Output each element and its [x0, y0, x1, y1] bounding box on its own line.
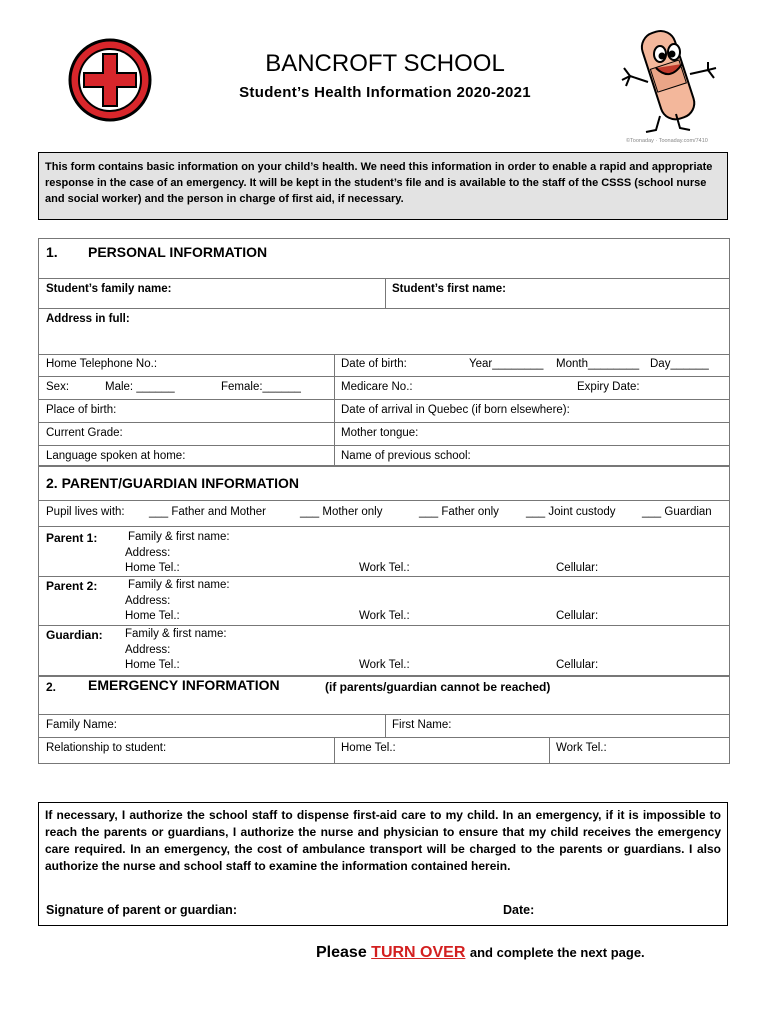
emergency-work-tel-field[interactable]: Work Tel.: [556, 742, 607, 754]
parent1-address-field[interactable]: Address: [125, 547, 171, 559]
turn-over-text: TURN OVER [371, 944, 466, 961]
page-title: BANCROFT SCHOOL [265, 50, 505, 77]
mother-tongue-field[interactable]: Mother tongue: [341, 427, 419, 439]
lives-with-label: Pupil lives with: [46, 506, 125, 518]
lives-with-guardian-option[interactable]: ___ Guardian [642, 506, 712, 518]
guardian-cellular-field[interactable]: Cellular: [556, 659, 599, 671]
language-home-field[interactable]: Language spoken at home: [46, 450, 186, 462]
emergency-first-name-field[interactable]: First Name: [392, 719, 452, 731]
turn-over-note [316, 944, 645, 962]
parent1-label: Parent 1: [46, 531, 98, 545]
parent1-home-tel-field[interactable]: Home Tel.: [125, 562, 180, 574]
home-phone-field[interactable]: Home Telephone No.: [46, 358, 158, 370]
emergency-home-tel-field[interactable]: Home Tel.: [341, 742, 396, 754]
lives-with-mother-option[interactable]: ___ Mother only [300, 506, 383, 518]
guardian-work-tel-field[interactable]: Work Tel.: [359, 659, 410, 671]
parent2-cellular-field[interactable]: Cellular: [556, 610, 599, 622]
guardian-address-field[interactable]: Address: [125, 644, 171, 656]
previous-school-field[interactable]: Name of previous school: [341, 450, 471, 462]
medicare-field[interactable]: Medicare No.: [341, 381, 413, 393]
emergency-family-name-field[interactable]: Family Name: [46, 719, 117, 731]
section1-title: PERSONAL INFORMATION [88, 244, 268, 260]
guardian-home-tel-field[interactable]: Home Tel.: [125, 659, 180, 671]
parent1-work-tel-field[interactable]: Work Tel.: [359, 562, 410, 574]
bandage-mascot [616, 20, 722, 138]
notice-box: This form contains basic information on your child’s health. We need this information in order to enable a rapid and appropriate response in the case of an emergency. It will be kept in the student’s file and is available to the staff of the CSSS (school nurse and social worker) and the person in charge of first aid, if necessary. [38, 152, 728, 220]
guardian-name-field[interactable]: Family & first name: [125, 628, 227, 640]
parent2-home-tel-field[interactable]: Home Tel.: [125, 610, 180, 622]
family-name-field[interactable]: Student’s family name: [46, 283, 172, 295]
parent2-label: Parent 2: [46, 579, 98, 593]
current-grade-field[interactable]: Current Grade: [46, 427, 123, 439]
relationship-field[interactable]: Relationship to student: [46, 742, 167, 754]
dob-label: Date of birth: [341, 358, 407, 370]
guardian-label: Guardian: [46, 628, 103, 642]
signature-field[interactable]: Signature of parent or guardian: [46, 903, 237, 917]
section3-number: 2. [46, 680, 57, 694]
dob-month-field[interactable]: Month________ [556, 358, 640, 370]
lives-with-joint-option[interactable]: ___ Joint custody [526, 506, 616, 518]
date-arrival-field[interactable]: Date of arrival in Quebec (if born elsewhere): [341, 404, 570, 416]
dob-day-field[interactable]: Day______ [650, 358, 709, 370]
address-field[interactable]: Address in full: [46, 313, 130, 325]
section3-title: EMERGENCY INFORMATION [88, 677, 280, 693]
first-name-field[interactable]: Student’s first name: [392, 283, 506, 295]
date-field[interactable]: Date: [503, 903, 535, 917]
lives-with-both-option[interactable]: ___ Father and Mother [149, 506, 266, 518]
parent1-cellular-field[interactable]: Cellular: [556, 562, 599, 574]
please-text: Please [316, 944, 367, 961]
parent2-address-field[interactable]: Address: [125, 595, 171, 607]
sex-label: Sex: [46, 381, 70, 393]
turn-over-rest: and complete the next page. [469, 945, 645, 960]
parent2-name-field[interactable]: Family & first name: [128, 579, 230, 591]
parent2-work-tel-field[interactable]: Work Tel.: [359, 610, 410, 622]
section1-number: 1. [46, 244, 58, 260]
dob-year-field[interactable]: Year________ [469, 358, 544, 370]
parent1-name-field[interactable]: Family & first name: [128, 531, 230, 543]
lives-with-father-option[interactable]: ___ Father only [419, 506, 499, 518]
place-of-birth-field[interactable]: Place of birth: [46, 404, 117, 416]
expiry-date-field[interactable]: Expiry Date: [577, 381, 640, 393]
male-field[interactable]: Male: ______ [105, 381, 175, 393]
page-subtitle: Student’s Health Information 2020-2021 [239, 84, 531, 101]
female-field[interactable]: Female:______ [221, 381, 301, 393]
authorization-text: If necessary, I authorize the school staff to dispense first-aid care to my child. In an emergency, if it is impossible to reach the parents or guardians, I authorize the nurse and physician to ensure that my child receives the emergency care required. In an emergency, the cost of ambulance transport will be charged to the parents or guardians. I also authorize the nurse and school staff to examine the information contained herein. [45, 808, 721, 873]
section3-note: (if parents/guardian cannot be reached) [325, 680, 551, 694]
mascot-credit: ©Toonaday · Toonaday.com/7410 [626, 138, 708, 144]
section2-title: 2. PARENT/GUARDIAN INFORMATION [46, 475, 300, 491]
